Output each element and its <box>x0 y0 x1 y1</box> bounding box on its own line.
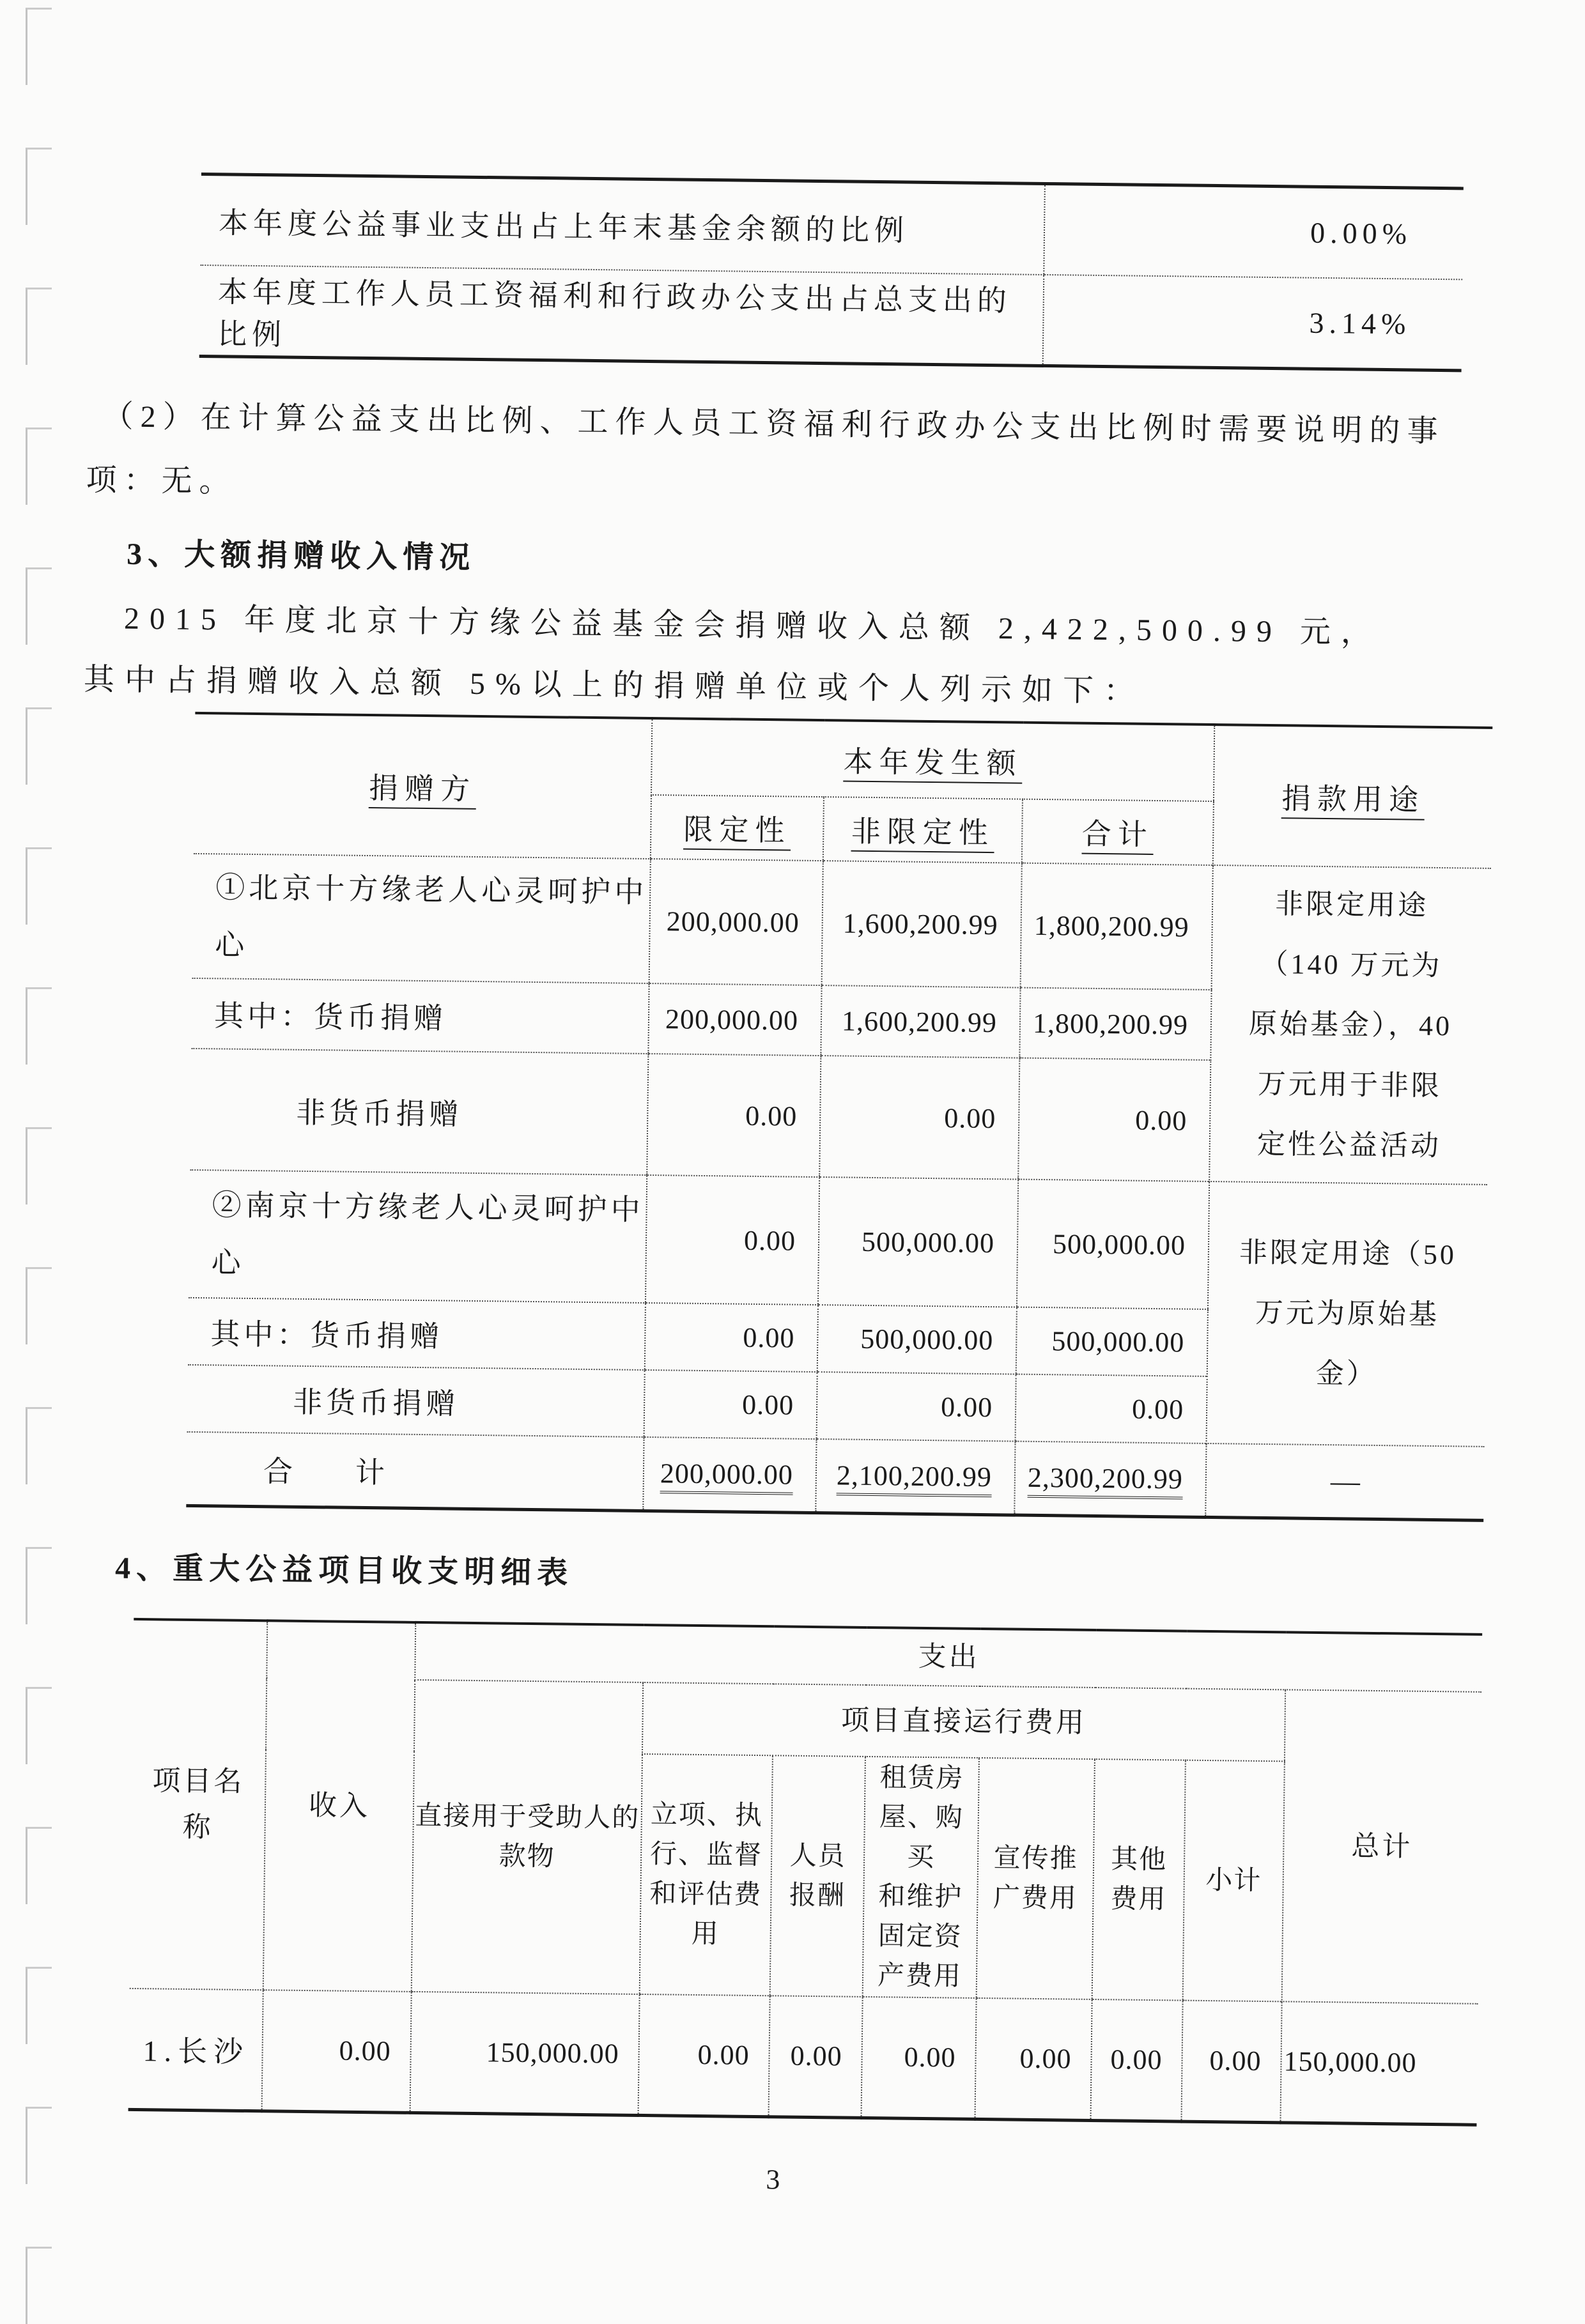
restricted-amount: 0.00 <box>645 1303 818 1372</box>
restricted-amount: 200,000.00 <box>649 859 823 985</box>
binding-mark <box>26 1547 52 1624</box>
col-header-direct-operating: 项目直接运行费用 <box>642 1682 1285 1760</box>
binding-mark <box>26 1687 52 1764</box>
table-header-row <box>133 1619 1482 1691</box>
binding-mark <box>26 1267 52 1344</box>
total-amount: 500,000.00 <box>1017 1180 1209 1309</box>
income-amount: 0.00 <box>262 1990 412 2113</box>
binding-mark <box>26 567 52 645</box>
binding-mark <box>26 707 52 785</box>
donor-name: ①北京十方缘老人心灵呵护中 心 <box>192 854 651 983</box>
section3-heading: 3、大额捐赠收入情况 <box>126 537 476 575</box>
col-header-restricted: 限定性 <box>651 795 824 861</box>
binding-mark <box>26 148 52 225</box>
donation-table <box>186 712 1492 1521</box>
unrestricted-amount: 500,000.00 <box>817 1305 1017 1374</box>
donation-purpose: 非限定用途（50 万元为原始基 金） <box>1207 1181 1488 1447</box>
table-row <box>189 1170 1487 1312</box>
unrestricted-amount: 0.00 <box>819 1056 1019 1180</box>
donor-name: 非货币捐赠 <box>190 1049 648 1175</box>
binding-mark <box>26 288 52 365</box>
restricted-amount: 200,000.00 <box>648 983 821 1056</box>
donor-name: 其中：货币捐赠 <box>191 978 649 1054</box>
total-amount: 0.00 <box>1018 1058 1210 1181</box>
total-row-label: 合 计 <box>263 1454 387 1489</box>
col-header-total: 合计 <box>1022 799 1214 865</box>
binding-mark <box>26 847 52 925</box>
col-header-current-year: 本年发生额 <box>651 718 1214 801</box>
col-header-staff-pay: 人员 报酬 <box>770 1755 865 1997</box>
ratio-label: 本年度工作人员工资福利和行政办公支出占总支出的比例 <box>217 275 1012 351</box>
ratio-table <box>199 173 1464 372</box>
binding-mark <box>26 427 52 505</box>
binding-mark <box>26 987 52 1065</box>
table-row <box>192 854 1491 993</box>
col-header-promotion: 宣传推 广费用 <box>977 1757 1095 1999</box>
col-header-grand-total: 总计 <box>1282 1689 1482 2003</box>
binding-mark <box>26 1407 52 1484</box>
grand-total-amount: 150,000.00 <box>1280 2001 1478 2125</box>
col-header-subtotal: 小计 <box>1183 1760 1285 2001</box>
table-row <box>128 1988 1478 2125</box>
col-header-income: 收入 <box>263 1620 416 1992</box>
binding-mark <box>26 2107 52 2184</box>
col-header-direct-aid: 直接用于受助人的 款物 <box>412 1679 644 1994</box>
donation-purpose: 非限定用途 （140 万元为 原始基金），40 万元用于非限 定性公益活动 <box>1209 865 1491 1185</box>
subtotal-amount: 0.00 <box>1181 2000 1281 2123</box>
col-header-unrestricted: 非限定性 <box>823 797 1023 863</box>
binding-mark <box>26 2247 52 2324</box>
col-header-other-fees: 其他 费用 <box>1092 1759 1186 2001</box>
unrestricted-amount: 500,000.00 <box>818 1177 1018 1307</box>
setup-amount: 0.00 <box>638 1994 770 2116</box>
project-table <box>128 1617 1483 2126</box>
ratio-label: 本年度公益事业支出占上年末基金余额的比例 <box>200 174 1045 274</box>
unrestricted-amount: 1,600,200.99 <box>822 861 1022 988</box>
donor-name: 非货币捐赠 <box>187 1365 645 1437</box>
restricted-total: 200,000.00 <box>643 1437 816 1512</box>
total-amount: 500,000.00 <box>1016 1307 1208 1376</box>
col-header-donor: 捐赠方 <box>194 713 652 859</box>
unrestricted-total: 2,100,200.99 <box>816 1439 1015 1515</box>
total-purpose-dash: — <box>1205 1443 1484 1520</box>
section3-intro: 2015 年度北京十方缘公益基金会捐赠收入总额 2,422,500.99 元，其中占捐赠收入总额 5%以上的捐赠单位或个人列示如下： <box>83 601 1382 709</box>
rent-amount: 0.00 <box>862 1996 977 2119</box>
restricted-amount: 0.00 <box>647 1054 821 1177</box>
project-name: 1.长沙 <box>143 2034 250 2068</box>
binding-mark <box>26 1827 52 1904</box>
section4-heading: 4、重大公益项目收支明细表 <box>114 1551 574 1590</box>
ratio-value: 3.14% <box>1043 275 1463 371</box>
col-header-expense: 支出 <box>415 1622 1482 1691</box>
other-amount: 0.00 <box>1090 1999 1182 2121</box>
binding-mark <box>26 1967 52 2044</box>
note-paragraph: （2）在计算公益支出比例、工作人员工资福利行政办公支出比例时需要说明的事项：无。 <box>86 399 1445 499</box>
total-amount: 1,800,200.99 <box>1021 863 1213 990</box>
promotion-amount: 0.00 <box>975 1997 1092 2120</box>
unrestricted-amount: 1,600,200.99 <box>821 985 1020 1058</box>
total-amount: 0.00 <box>1016 1374 1207 1443</box>
grand-total: 2,300,200.99 <box>1014 1442 1206 1517</box>
unrestricted-amount: 0.00 <box>817 1372 1016 1442</box>
total-amount: 1,800,200.99 <box>1019 988 1211 1060</box>
table-total-row <box>186 1432 1484 1520</box>
restricted-amount: 0.00 <box>646 1175 819 1305</box>
restricted-amount: 0.00 <box>644 1370 817 1439</box>
table-row <box>199 265 1462 371</box>
direct-aid-amount: 150,000.00 <box>410 1991 640 2115</box>
binding-mark <box>26 8 52 85</box>
donor-name: ②南京十方缘老人心灵呵护中 心 <box>189 1170 647 1303</box>
document-page <box>66 171 1502 2204</box>
table-header-row <box>194 713 1492 804</box>
col-header-purpose: 捐款用途 <box>1213 725 1492 868</box>
page-number: 3 <box>766 2164 780 2196</box>
table-row <box>200 174 1463 279</box>
donor-name: 其中：货币捐赠 <box>188 1298 646 1370</box>
col-header-setup-fees: 立项、执 行、监督 和评估费 用 <box>640 1753 773 1995</box>
staff-amount: 0.00 <box>769 1996 863 2118</box>
col-header-rent-assets: 租赁房 屋、购买 和维护 固定资 产费用 <box>863 1756 979 1997</box>
binding-mark <box>26 1127 52 1204</box>
ratio-value: 0.00% <box>1044 183 1464 279</box>
col-header-project: 项目名 称 <box>130 1619 268 1989</box>
